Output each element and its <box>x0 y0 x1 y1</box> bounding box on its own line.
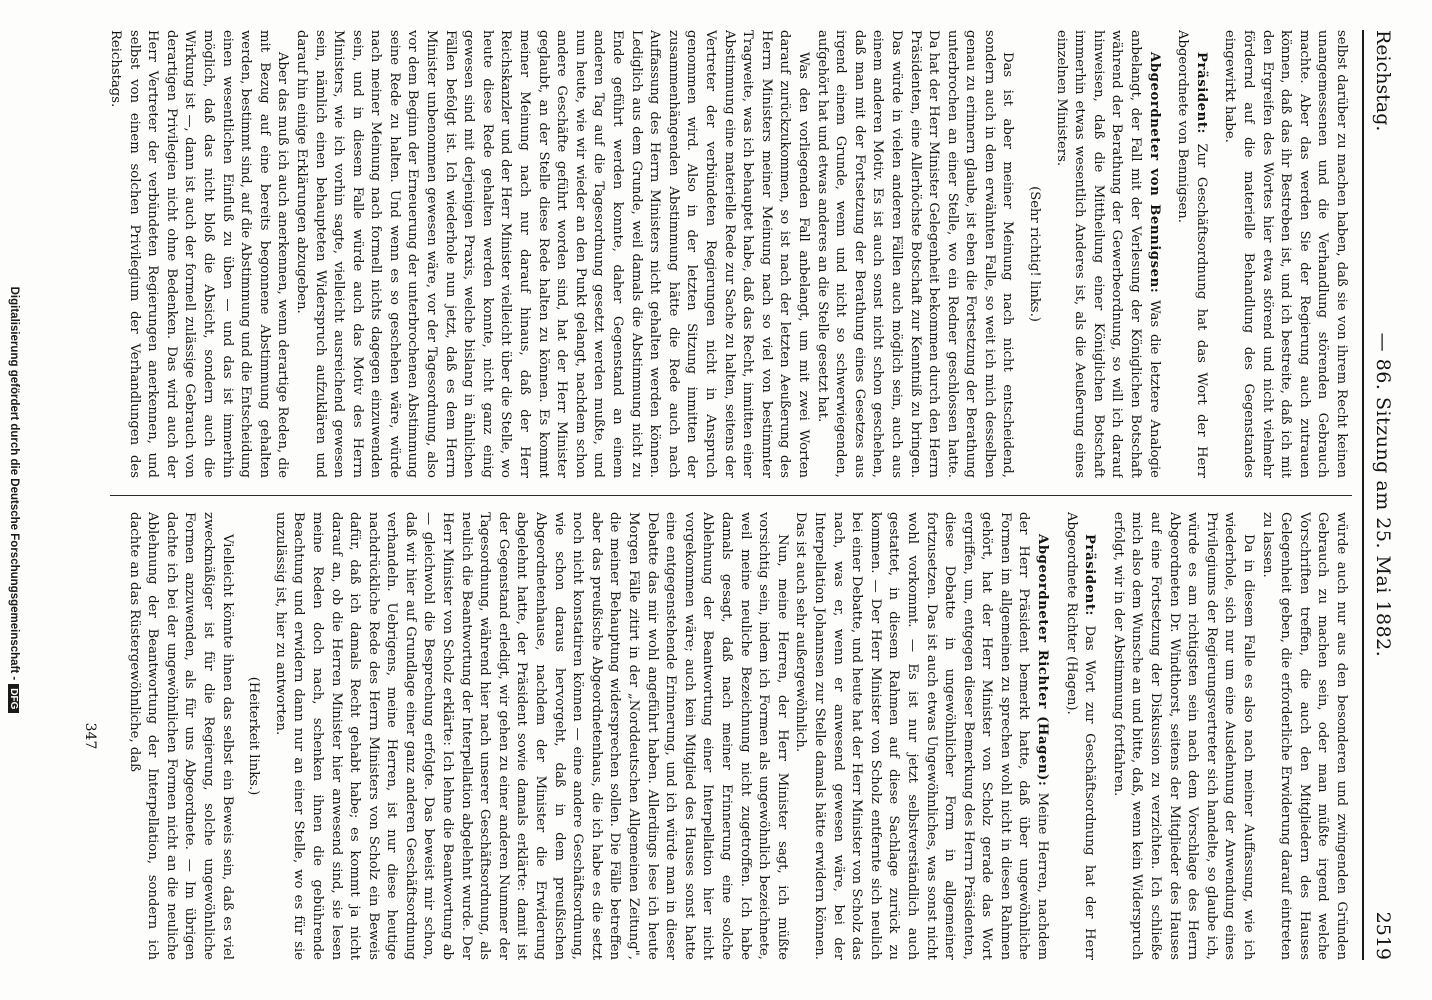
digitization-credit <box>8 0 20 1000</box>
paragraph-bennigsen <box>1051 30 1163 478</box>
interjection: (Heiterkeit links.) <box>246 676 262 796</box>
paragraph-president <box>1173 30 1210 478</box>
speaker-label: Präsident: <box>1082 534 1098 617</box>
column-right <box>100 512 1350 960</box>
paragraph-richter <box>791 512 1051 960</box>
paragraph-text: Zur Geschäftsordnung hat das Wort der Herr Abgeordnete von Bennigsen. <box>1175 30 1209 478</box>
speaker-label: Präsident: <box>1193 52 1209 135</box>
paragraph-text: Was die letztere Analogie anbelangt, der Fall mit der Verlesung der Königlichen Botschaft während der Berathung der Gewerbeordnung, so will ich darauf hinweisen, daß die Mittheilung einer Königlichen Botschaft immerhin etwas wesentlich Anderes ist, als die Aeußerung eines einzelnen Ministers. <box>1053 30 1162 478</box>
dfg-badge: DFG <box>8 684 19 713</box>
speaker-label: Abgeordneter Richter (Hagen): <box>1035 534 1051 787</box>
column-left <box>100 30 1350 478</box>
signature-mark: 347 <box>82 722 98 750</box>
paragraph: Da in diesem Falle es also nach meiner Auffassung, wie ich wiederhole, sich nur um eine Ausdehnung der Anwendung eines Privilegiums der Regierungsvertreter sich handelte, so glaube ich, würde es am richtigsten sein nach dem Vorschlage des Herrn Abgeordneten Dr. Windthorst, seitens der Mitglieder des Hauses auf eine Fortsetzung der Diskussion zu verzichten. Ich schließe mich also dem Wunsche an und bitte, daß, wenn kein Widerspruch erfolgt, wir in der Abstimmung fortfahren. <box>1110 512 1257 960</box>
paragraph: Aber das muß ich auch anerkennen, wenn derartige Reden, die mit Bezug auf eine bereits begonnene Abstimmung gehalten werden, bestimmt sind, auf die Abstimmung und die Entscheidung einen wesentlichen Einfluß zu üben — und das ist immerhin möglich, daß das nicht bloß die Absicht, sondern auch die Wirkung ist —, dann ist auch der formell zulässige Gebrauch von derartigen Privilegien nicht ohne Bedenken. Das wird auch der Herr Vertreter der verbündeten Regierungen anerkennen, und selbst von einem solchen Privilegium der Verhandlungen des Reichstags. <box>108 30 291 478</box>
header-rule <box>1362 30 1364 960</box>
paragraph: Vielleicht könnte ihnen das selbst ein Beweis sein, daß es viel zweckmäßiger ist für die Regierung, solche ungewöhnliche Formen anzuwenden, als für uns Abgeordnete. — Im übrigen dachte ich bei der ungewöhnlichen Formen nicht an die neuliche Ablehnung der Beantwortung der Interpellation, sondern ich dachte an das Rüstergewöhnliche, daß <box>126 512 235 960</box>
paragraph: würde auch nur aus den besonderen und zwingenden Gründen Gebrauch zu machen sein, oder man müßte irgend welche Vorschriften treffen, die auch den Mitgliedern des Hauses Gelegenheit geben, die erforderliche Erwiderung darauf eintreten zu lassen. <box>1259 512 1349 960</box>
column-divider <box>110 495 1352 496</box>
paragraph: selbst darüber zu machen haben, daß sie von ihrem Recht keinen unangemessenen und die Verhandlung störenden Gebrauch machte. Aber das werden Sie der Regierung auch zutrauen können, daß das ihr Bestreben ist, und ich bestreite, daß ich mit den Ergreifen des Wortes hier etwa störend und nicht vielmehr fördernd auf die materielle Behandlung des Gegenstandes eingewirkt habe. <box>1222 30 1349 478</box>
paragraph: Nun, meine Herren, der Herr Minister sagt, ich müßte vorsichtig sein, indem ich Formen als ungewöhnlich bezeichnete, weil meine neuliche Bezeichnung nicht zugetroffen. Ich habe damals gesagt, daß nach meiner Erinnerung eine solche Ablehnung der Beantwortung einer Interpellation hier nicht vorgekommen wäre; auch kein Mitglied des Hauses sonst hatte eine entgegenstehende Erinnerung, und ich würde man in dieser Debatte das mir wohl angeführt haben. Allerdings lese ich heute Morgen Fälle zitirt in der „Norddeutschen Allgemeinen Zeitung", die meiner Behauptung widersprechen sollen. Die Fälle betreffen aber das preußische Abgeordnetenhaus, die ich habe es die setzt noch nicht konstatiren können — eine andere Geschäftsordnung, wie schon daraus hervorgeht, daß in dem preußischen Abgeordnetenhause, nachdem der Minister die Erwiderung abgelehnt hatte, der Präsident sowie damals erklärte: damit ist der Gegenstand erledigt, wir gehen zu einer anderen Nummer der Tagesordnung, während hier nach unserer Geschäftsordnung, als neulich die Beantwortung der Interpellation abgelehnt wurde. Der Herr Minister von Scholz erklärte: Ich lehne die Beantwortung ab — gleichwohl die Besprechung erfolgte. Das beweist mir schon, daß wir hier auf Grundlage einer ganz anderen Geschäftsordnung verhandeln. Uebrigens, meine Herren, ist nur diese heutige nachdrückliche Rede des Herrn Ministers von Scholz ein Beweis dafür, daß ich damals Recht gehabt habe; es kommt ja nicht darauf an, ob die Herren Minister hier anwesend sind, sie lesen meine Reden doch nach, schenken ihnen die gebührende Beachtung und erwidern dann nur an einer Stelle, wo es für sie unzulässig ist, hier zu antworten. <box>272 512 790 960</box>
credit-text: Digitalisierung gefördert durch die Deutsche Forschungsgemeinschaft - <box>8 286 20 681</box>
speaker-label: Abgeordneter von Bennigsen: <box>1146 52 1162 294</box>
paragraph-text: Meine Herren, nachdem der Herr Präsident bemerkt hatte, daß über ungewöhnliche Formen im allgemeinen zu sprechen wohl nicht in diesen Rahmen gehört, hat der Herr Minister von Scholz gerade das Wort ergriffen, um, entgegen dieser Bemerkung des Herrn Präsidenten, diese Debatte in ungewöhnlicher Form in allgemeiner fortzusetzen. Das ist auch etwas Ungewöhnliches, was sonst nicht wohl vorkommt. — Es ist nur jetzt selbstverständlich auch gestattet, in diesem Rahmen auf diese Sachlage zurück zu kommen. — Der Herr Minister von Scholz entfernte sich neulich bei einer Debatte, und heute hat der Herr Minister von Scholz das nach, was er, wenn er anwesend gewesen wäre, bei der Interpellation Johannsen zur Stelle damals hätte erwidern können. Das ist auch sehr außergewöhnlich. <box>793 512 1051 960</box>
header-publication: Reichstag. <box>1372 30 1394 132</box>
paragraph: Das ist aber meiner Meinung nach nicht entscheidend, sondern auch in dem erwähnten Falle, so weit ich mich desselben genau zu erinnern glaube, ist eben die Fortsetzung der Berathung unterbrochen an einer Stelle, wo ein Redner geschlossen hatte. Da hat der Herr Minister Gelegenheit bekommen durch den Herrn Präsidenten, eine Allerhöchste Botschaft zur Kenntniß zu bringen. Das würde in vielen anderen Fällen auch möglich sein, auch aus einem anderen Motiv. Es ist auch sonst nicht schon geschehen, daß man mit der Fortsetzung der Berathung eines Gesetzes aus irgend einem Grunde, wenn und nicht so schwerwiegenden, aufgehört hat und etwas anderes an die Stelle gesetzt hat. <box>814 30 1016 478</box>
page-header <box>1368 30 1396 960</box>
interjection: (Sehr richtig! links.) <box>1027 186 1043 322</box>
paragraph-president <box>1061 512 1098 960</box>
paragraph-text: Das Wort zur Geschäftsordnung hat der Herr Abgeordnete Richter (Hagen). <box>1063 512 1098 960</box>
paragraph: Was den vorliegenden Fall anbelangt, um mit zwei Worten darauf zurückzukommen, so ist nach der letzten Aeußerung des Herrn Ministers meiner Meinung nach so viel von bestimmter Tragweite, was ich behauptet habe, daß das Recht, inmitten einer Abstimmung eine materielle Rede zur Sache zu halten, seitens der Vertreter der verbündeten Regierungen nicht in Anspruch genommen wird. Also in der letzten Sitzung inmitten der zusammenhängenden Abstimmung hätte die Rede auch nach Auffassung des Herrn Ministers nicht gehalten werden können. Lediglich aus dem Grunde, weil damals die Abstimmung nicht zu Ende geführt werden konnte, daher Gegenstand an einem anderen Tag auf die Tagesordnung gesetzt werden mußte, und nun heute, wie wir wieder an den Punkt gelangt, nachdem schon andere Geschäfte geführt worden sind, hat der Herr Minister geglaubt, an der Stelle diese Rede halten zu können. Es kommt meiner Meinung nach nur darauf hinaus, daß der Herr Reichskanzler und der Herr Minister vielleicht über die Stelle, wo heute diese Rede gehalten werden konnte, nicht ganz einig gewesen sind mit derjenigen Praxis, welche bislang in ähnlichen Fällen befolgt ist. Ich wiederhole nun jetzt, daß es dem Herrn Minister unbenommen gewesen wäre, vor der Tagesordnung, also vor dem Beginn der Erneuerung der unterbrochenen Abstimmung seine Rede zu halten. Und wenn es so geschehen wäre, würde nach meiner Meinung nach formell nichts dagegen einzuwenden sein, und in diesem Falle würde auch das Motiv des Herrn Ministers, wie ich vorhin sagte, vielleicht ausreichend gewesen sein, nämlich einen behaupteten Widerspruch aufzuklären und darauf hin einige Erklärungen abzugeben. <box>293 30 811 478</box>
page-number: 2519 <box>1372 911 1394 960</box>
header-session: — 86. Sitzung am 25. Mai 1882. <box>1372 332 1394 658</box>
